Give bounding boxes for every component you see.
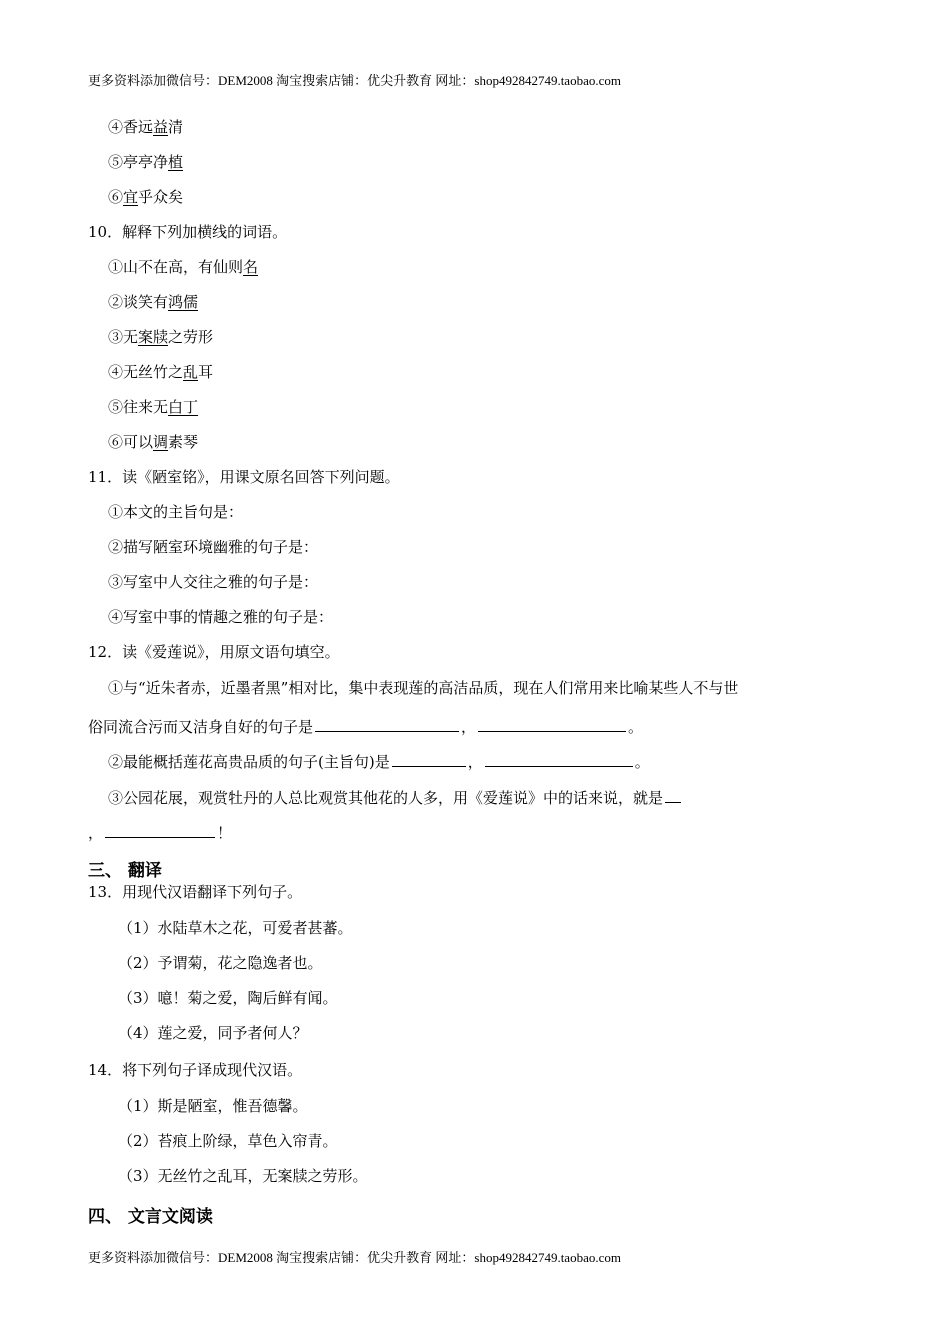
q10-title: 10．解释下列加横线的词语。 bbox=[88, 223, 288, 241]
q13-item: （2）予谓菊，花之隐逸者也。 bbox=[118, 954, 323, 972]
q9-item-6: ⑥宜乎众矣 bbox=[108, 188, 184, 206]
q12-item-2: ②最能概括莲花高贵品质的句子(主旨句)是 ， 。 bbox=[108, 753, 650, 771]
q13-item: （4）莲之爱，同予者何人？ bbox=[118, 1024, 308, 1042]
q9-item-4: ④香远益清 bbox=[108, 118, 184, 136]
q13-item: （1）水陆草木之花，可爱者甚蕃。 bbox=[118, 919, 353, 937]
q10-item: ⑤往来无白丁 bbox=[108, 398, 199, 416]
q12-item-1-line-1: ①与“近朱者赤，近墨者黑”相对比，集中表现莲的高洁品质，现在人们常用来比喻某些人不与世 bbox=[108, 679, 739, 697]
q13-item: （3）噫！菊之爱，陶后鲜有闻。 bbox=[118, 989, 338, 1007]
answer-blank[interactable] bbox=[315, 716, 459, 732]
q11-item: ④写室中事的情趣之雅的句子是： bbox=[108, 608, 334, 626]
q10-item: ④无丝竹之乱耳 bbox=[108, 363, 214, 381]
answer-blank[interactable] bbox=[665, 787, 681, 803]
q10-item: ⑥可以调素琴 bbox=[108, 433, 199, 451]
q11-item: ③写室中人交往之雅的句子是： bbox=[108, 573, 319, 591]
answer-blank[interactable] bbox=[485, 751, 633, 767]
q14-item: （1）斯是陋室，惟吾德馨。 bbox=[118, 1097, 308, 1115]
q11-title: 11．读《陋室铭》，用课文原名回答下列问题。 bbox=[88, 468, 400, 486]
q12-item-3-line-1: ③公园花展，观赏牡丹的人总比观赏其他花的人多，用《爱莲说》中的话来说，就是 bbox=[108, 787, 683, 808]
q9-item-5: ⑤亭亭净植 bbox=[108, 153, 184, 171]
answer-blank[interactable] bbox=[478, 716, 626, 732]
q12-item-1-line-2: 俗同流合污而又洁身自好的句子是 ， 。 bbox=[88, 718, 644, 736]
q10-item: ①山不在高，有仙则名 bbox=[108, 258, 259, 276]
section-4-heading: 四、 文言文阅读 bbox=[88, 1207, 213, 1227]
q14-item: （3）无丝竹之乱耳，无案牍之劳形。 bbox=[118, 1167, 368, 1185]
page-footer: 更多资料添加微信号：DEM2008 淘宝搜索店铺：优尖升教育 网址：shop492842749.taobao.com bbox=[88, 1250, 621, 1265]
q14-title: 14．将下列句子译成现代汉语。 bbox=[88, 1061, 303, 1079]
q13-title: 13．用现代汉语翻译下列句子。 bbox=[88, 883, 303, 901]
q12-title: 12．读《爱莲说》，用原文语句填空。 bbox=[88, 643, 340, 661]
q11-item: ②描写陋室环境幽雅的句子是： bbox=[108, 538, 319, 556]
page-header: 更多资料添加微信号：DEM2008 淘宝搜索店铺：优尖升教育 网址：shop492842749.taobao.com bbox=[88, 73, 621, 88]
q11-item: ①本文的主旨句是： bbox=[108, 503, 244, 521]
q10-item: ②谈笑有鸿儒 bbox=[108, 293, 199, 311]
section-3-heading: 三、 翻译 bbox=[88, 861, 162, 881]
q12-item-3-line-2: ， ！ bbox=[88, 824, 233, 842]
answer-blank[interactable] bbox=[105, 822, 215, 838]
answer-blank[interactable] bbox=[392, 751, 466, 767]
q10-item: ③无案牍之劳形 bbox=[108, 328, 214, 346]
q14-item: （2）苔痕上阶绿，草色入帘青。 bbox=[118, 1132, 338, 1150]
